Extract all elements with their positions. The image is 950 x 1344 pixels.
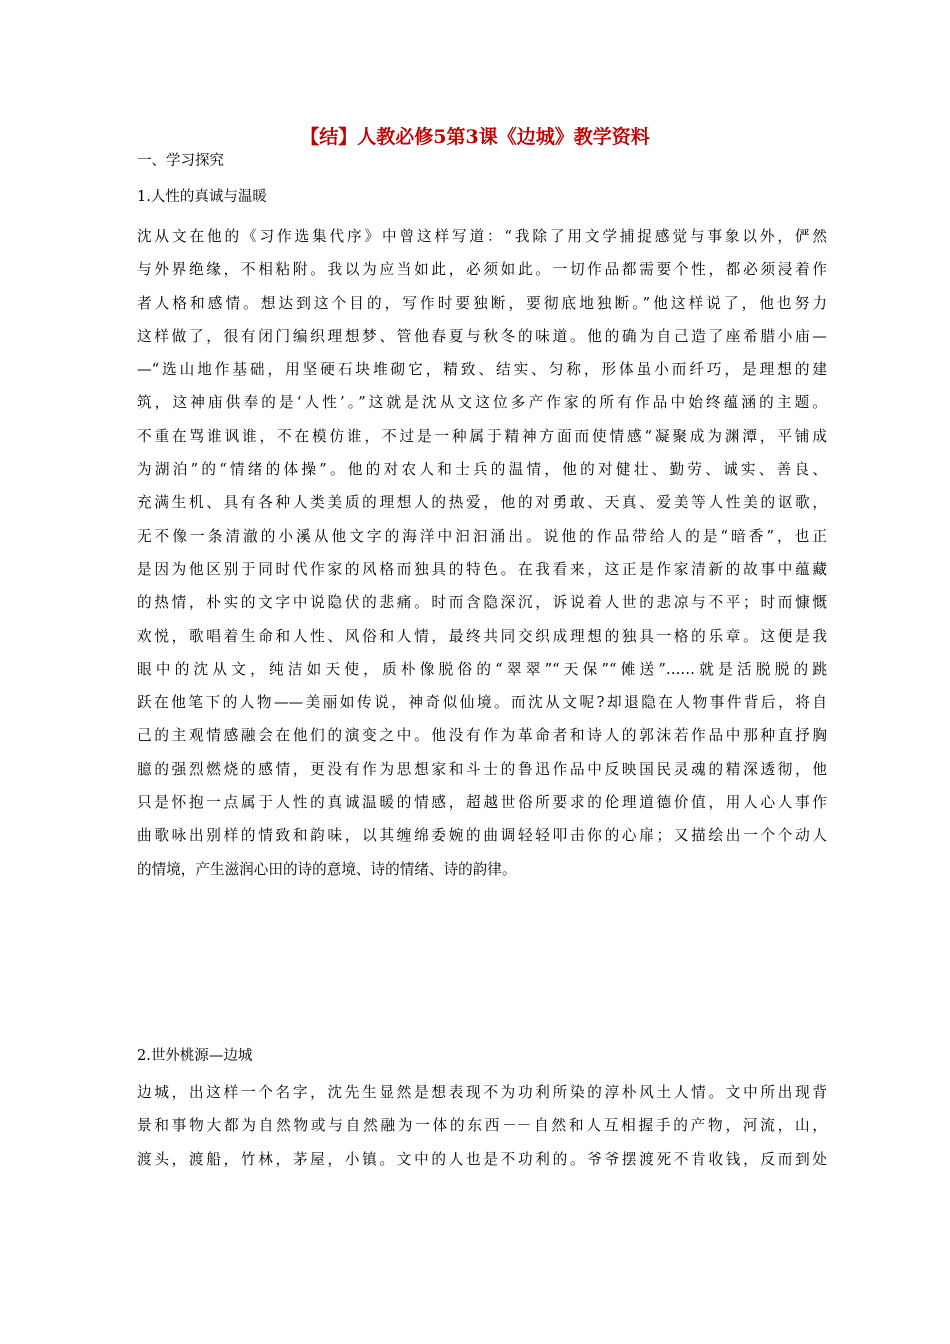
text-line: 的热情，朴实的文字中说隐伏的悲痛。时而含隐深沉，诉说着人世的悲凉与不平；时而慷慨 — [137, 594, 827, 612]
paragraph-border-town — [137, 1076, 827, 1176]
document-title: 【结】人教必修5第3课《边城》教学资料 — [300, 126, 650, 148]
text-line: 与外界绝缘，不相粘附。我以为应当如此，必须如此。一切作品都需要个性，都必须浸着作 — [137, 261, 827, 279]
text-line: 景和事物大都为自然物或与自然融为一体的东西－－自然和人互相握手的产物，河流，山， — [137, 1117, 827, 1135]
text-line: 的情境，产生滋润心田的诗的意境、诗的情绪、诗的韵律。 — [137, 860, 517, 878]
text-line: 沈从文在他的《习作选集代序》中曾这样写道：“我除了用文学捕捉感觉与事象以外，俨然 — [137, 228, 827, 245]
section-heading: 一、学习探究 — [137, 153, 224, 169]
text-line: 跃在他笔下的人物——美丽如传说，神奇似仙境。而沈从文呢?却退隐在人物事件背后，将自 — [137, 694, 827, 712]
text-line: 眼中的沈从文，纯洁如天使，质朴像脱俗的“翠翠”“天保”“傩送”……就是活脱脱的跳 — [137, 660, 827, 678]
text-line: 只是怀抱一点属于人性的真诚温暖的情感，超越世俗所要求的伦理道德价值，用人心人事作 — [137, 794, 827, 812]
text-line: 不重在骂谁讽谁，不在模仿谁，不过是一种属于精神方面而使情感“凝聚成为渊潭，平铺成 — [137, 427, 827, 445]
text-line: —“选山地作基础，用坚硬石块堆砌它，精致、结实、匀称，形体虽小而纤巧，是理想的建 — [137, 361, 827, 379]
text-line: 欢悦，歌唱着生命和人性、风俗和人情，最终共同交织成理想的独具一格的乐章。这便是我 — [137, 627, 827, 645]
subsection-heading: 1.人性的真诚与温暖 — [137, 189, 267, 205]
text-line: 为湖泊”的“情绪的体操”。他的对农人和士兵的温情，他的对健壮、勤劳、诚实、善良、 — [137, 461, 827, 479]
paragraph-humanity — [137, 220, 827, 886]
text-line: 无不像一条清澈的小溪从他文字的海洋中汩汩涌出。说他的作品带给人的是“暗香”，也正 — [137, 527, 827, 545]
text-line: 渡头，渡船，竹林，茅屋，小镇。文中的人也是不功利的。爷爷摆渡死不肯收钱，反而到处 — [137, 1150, 827, 1168]
text-line: 边城，出这样一个名字，沈先生显然是想表现不为功利所染的淳朴风土人情。文中所出现背 — [137, 1084, 827, 1101]
text-line: 者人格和感情。想达到这个目的，写作时要独断，要彻底地独断。”他这样说了，他也努力 — [137, 294, 827, 312]
text-line: 是因为他区别于同时代作家的风格而独具的特色。在我看来，这正是作家清新的故事中蕴藏 — [137, 560, 827, 578]
subsection-heading: 2.世外桃源—边城 — [137, 1048, 253, 1064]
text-line: 充满生机、具有各种人类美质的理想人的热爱，他的对勇敢、天真、爱美等人性美的讴歌， — [137, 494, 827, 512]
text-line: 筑，这神庙供奉的是‘人性’。”这就是沈从文这位多产作家的所有作品中始终蕴涵的主题。 — [137, 394, 827, 412]
text-line: 这样做了，很有闭门编织理想梦、管他春夏与秋冬的味道。他的确为自己造了座希腊小庙— — [137, 327, 827, 345]
text-line: 曲歌咏出别样的情致和韵味，以其缠绵委婉的曲调轻轻叩击你的心扉；又描绘出一个个动人 — [137, 827, 827, 845]
text-line: 己的主观情感融会在他们的演变之中。他没有作为革命者和诗人的郭沫若作品中那种直抒胸 — [137, 727, 827, 745]
text-line: 臆的强烈燃烧的感情，更没有作为思想家和斗士的鲁迅作品中反映国民灵魂的精深透彻，他 — [137, 760, 827, 778]
